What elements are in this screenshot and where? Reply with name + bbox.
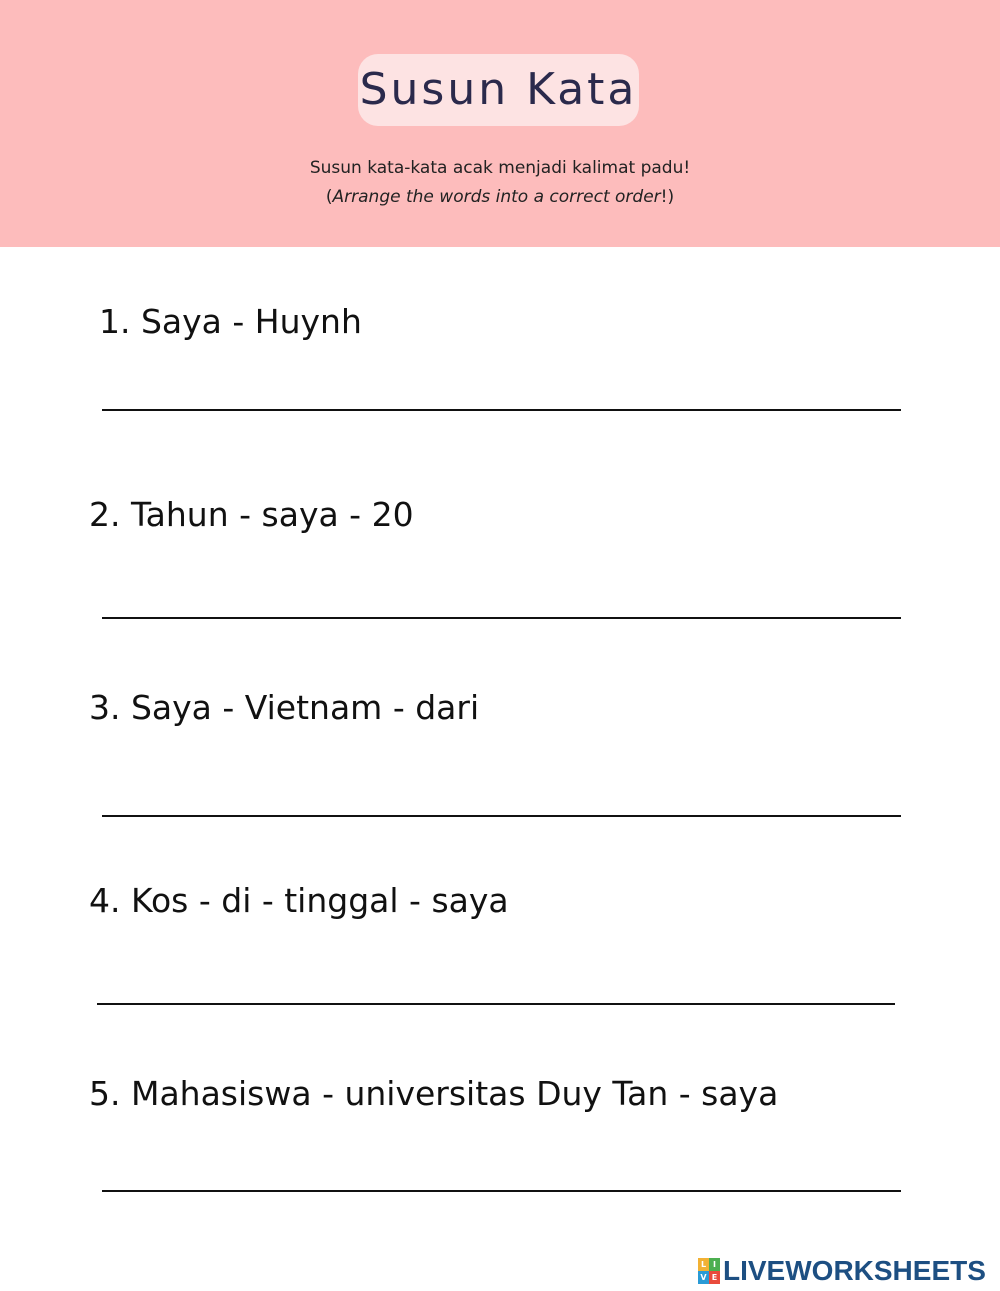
liveworksheets-logo-icon (698, 1258, 720, 1284)
instruction-english (0, 189, 1000, 206)
question-2: 2. Tahun - saya - 20 (89, 495, 414, 534)
header-banner (0, 0, 1000, 247)
logo-letter-i: I (709, 1258, 720, 1271)
instruction-indonesian: Susun kata-kata acak menjadi kalimat padu! (309, 158, 691, 178)
page-title: Susun Kata (359, 64, 638, 115)
question-5: 5. Mahasiswa - universitas Duy Tan - saya (89, 1074, 779, 1113)
question-4: 4. Kos - di - tinggal - saya (89, 881, 509, 920)
liveworksheets-brand (698, 1257, 986, 1285)
answer-line-1[interactable] (102, 409, 901, 411)
logo-letter-v: V (698, 1271, 709, 1284)
answer-line-2[interactable] (102, 617, 901, 619)
brand-name: LIVEWORKSHEETS (723, 1255, 986, 1286)
instruction-paren-open: ( (325, 187, 333, 207)
logo-letter-e: E (709, 1271, 720, 1284)
answer-line-3[interactable] (102, 815, 901, 817)
instruction-paren-close: !) (660, 187, 675, 207)
title-pill (358, 54, 639, 126)
question-3: 3. Saya - Vietnam - dari (89, 688, 480, 727)
question-1: 1. Saya - Huynh (99, 302, 362, 341)
instruction-english-text: Arrange the words into a correct order (332, 187, 661, 207)
answer-line-5[interactable] (102, 1190, 901, 1192)
logo-letter-l: L (698, 1258, 709, 1271)
answer-line-4[interactable] (97, 1003, 895, 1005)
